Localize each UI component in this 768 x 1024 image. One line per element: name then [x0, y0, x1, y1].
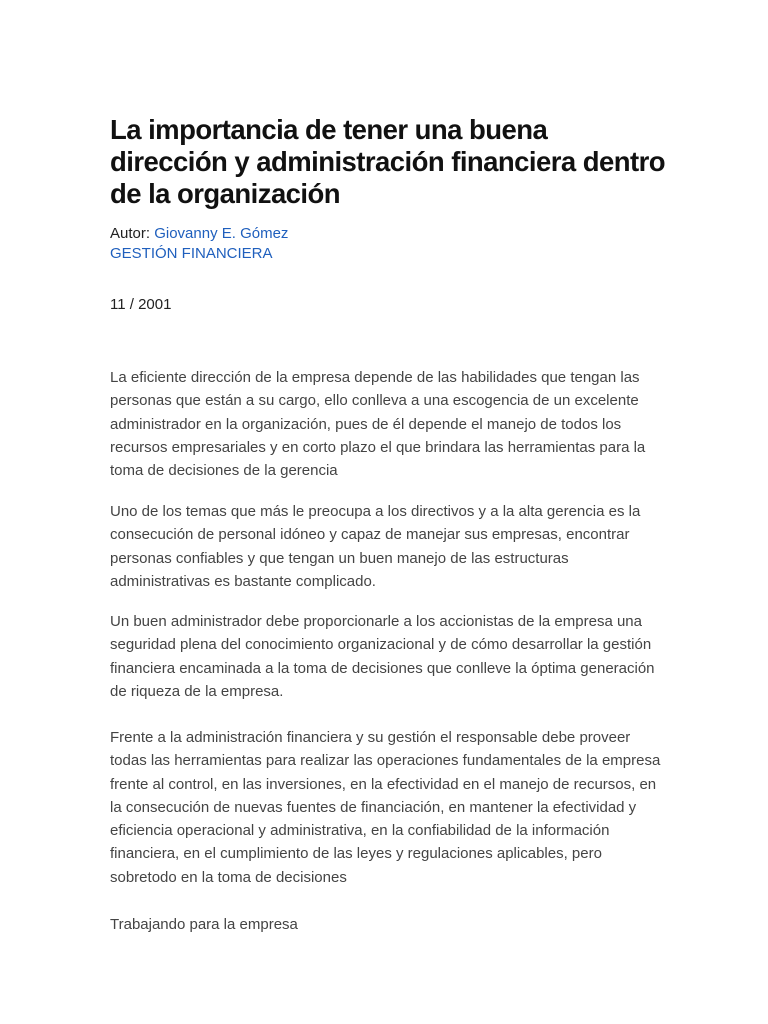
author-link[interactable]: Giovanny E. Gómez: [154, 225, 289, 242]
paragraph-1: La eficiente dirección de la empresa depende de las habilidades que tengan las personas que están a su cargo, ello conlleva a una escogencia de un excelente administrador en la organización, pues de él depende el manejo de todos los recursos empresariales y en corto plazo el que brindara las herramientas para la toma de decisiones de la gerencia: [110, 369, 646, 480]
category-link[interactable]: GESTIÓN FINANCIERA: [110, 245, 273, 262]
paragraph-5: Trabajando para la empresa: [110, 916, 298, 933]
article-title: La importancia de tener una buena dirección y administración financiera dentro de la organización: [110, 114, 665, 209]
author-label: Autor:: [110, 225, 151, 242]
paragraph-3: Un buen administrador debe proporcionarle a los accionistas de la empresa una seguridad plena del conocimiento organizacional y de cómo desarrollar la gestión financiera encaminada a la toma de decisiones que conlleve la óptima generación de riqueza de la empresa.: [110, 613, 655, 700]
paragraph-2: Uno de los temas que más le preocupa a los directivos y a la alta gerencia es la consecución de personal idóneo y capaz de manejar sus empresas, encontrar personas confiables y que tengan un buen manejo de las estructuras administrativas es bastante complicado.: [110, 503, 641, 590]
publication-date: 11 / 2001: [110, 296, 172, 313]
author-line: [110, 223, 288, 245]
paragraph-4: Frente a la administración financiera y su gestión el responsable debe proveer todas las herramientas para realizar las operaciones fundamentales de la empresa frente al control, en las inversiones, en la efectividad en el manejo de recursos, en la consecución de nuevas fuentes de financiación, en mantener la efectividad y eficiencia operacional y administrativa, en la confiabilidad de la información financiera, en el cumplimiento de las leyes y regulaciones aplicables, pero sobretodo en la toma de decisiones: [110, 729, 661, 886]
